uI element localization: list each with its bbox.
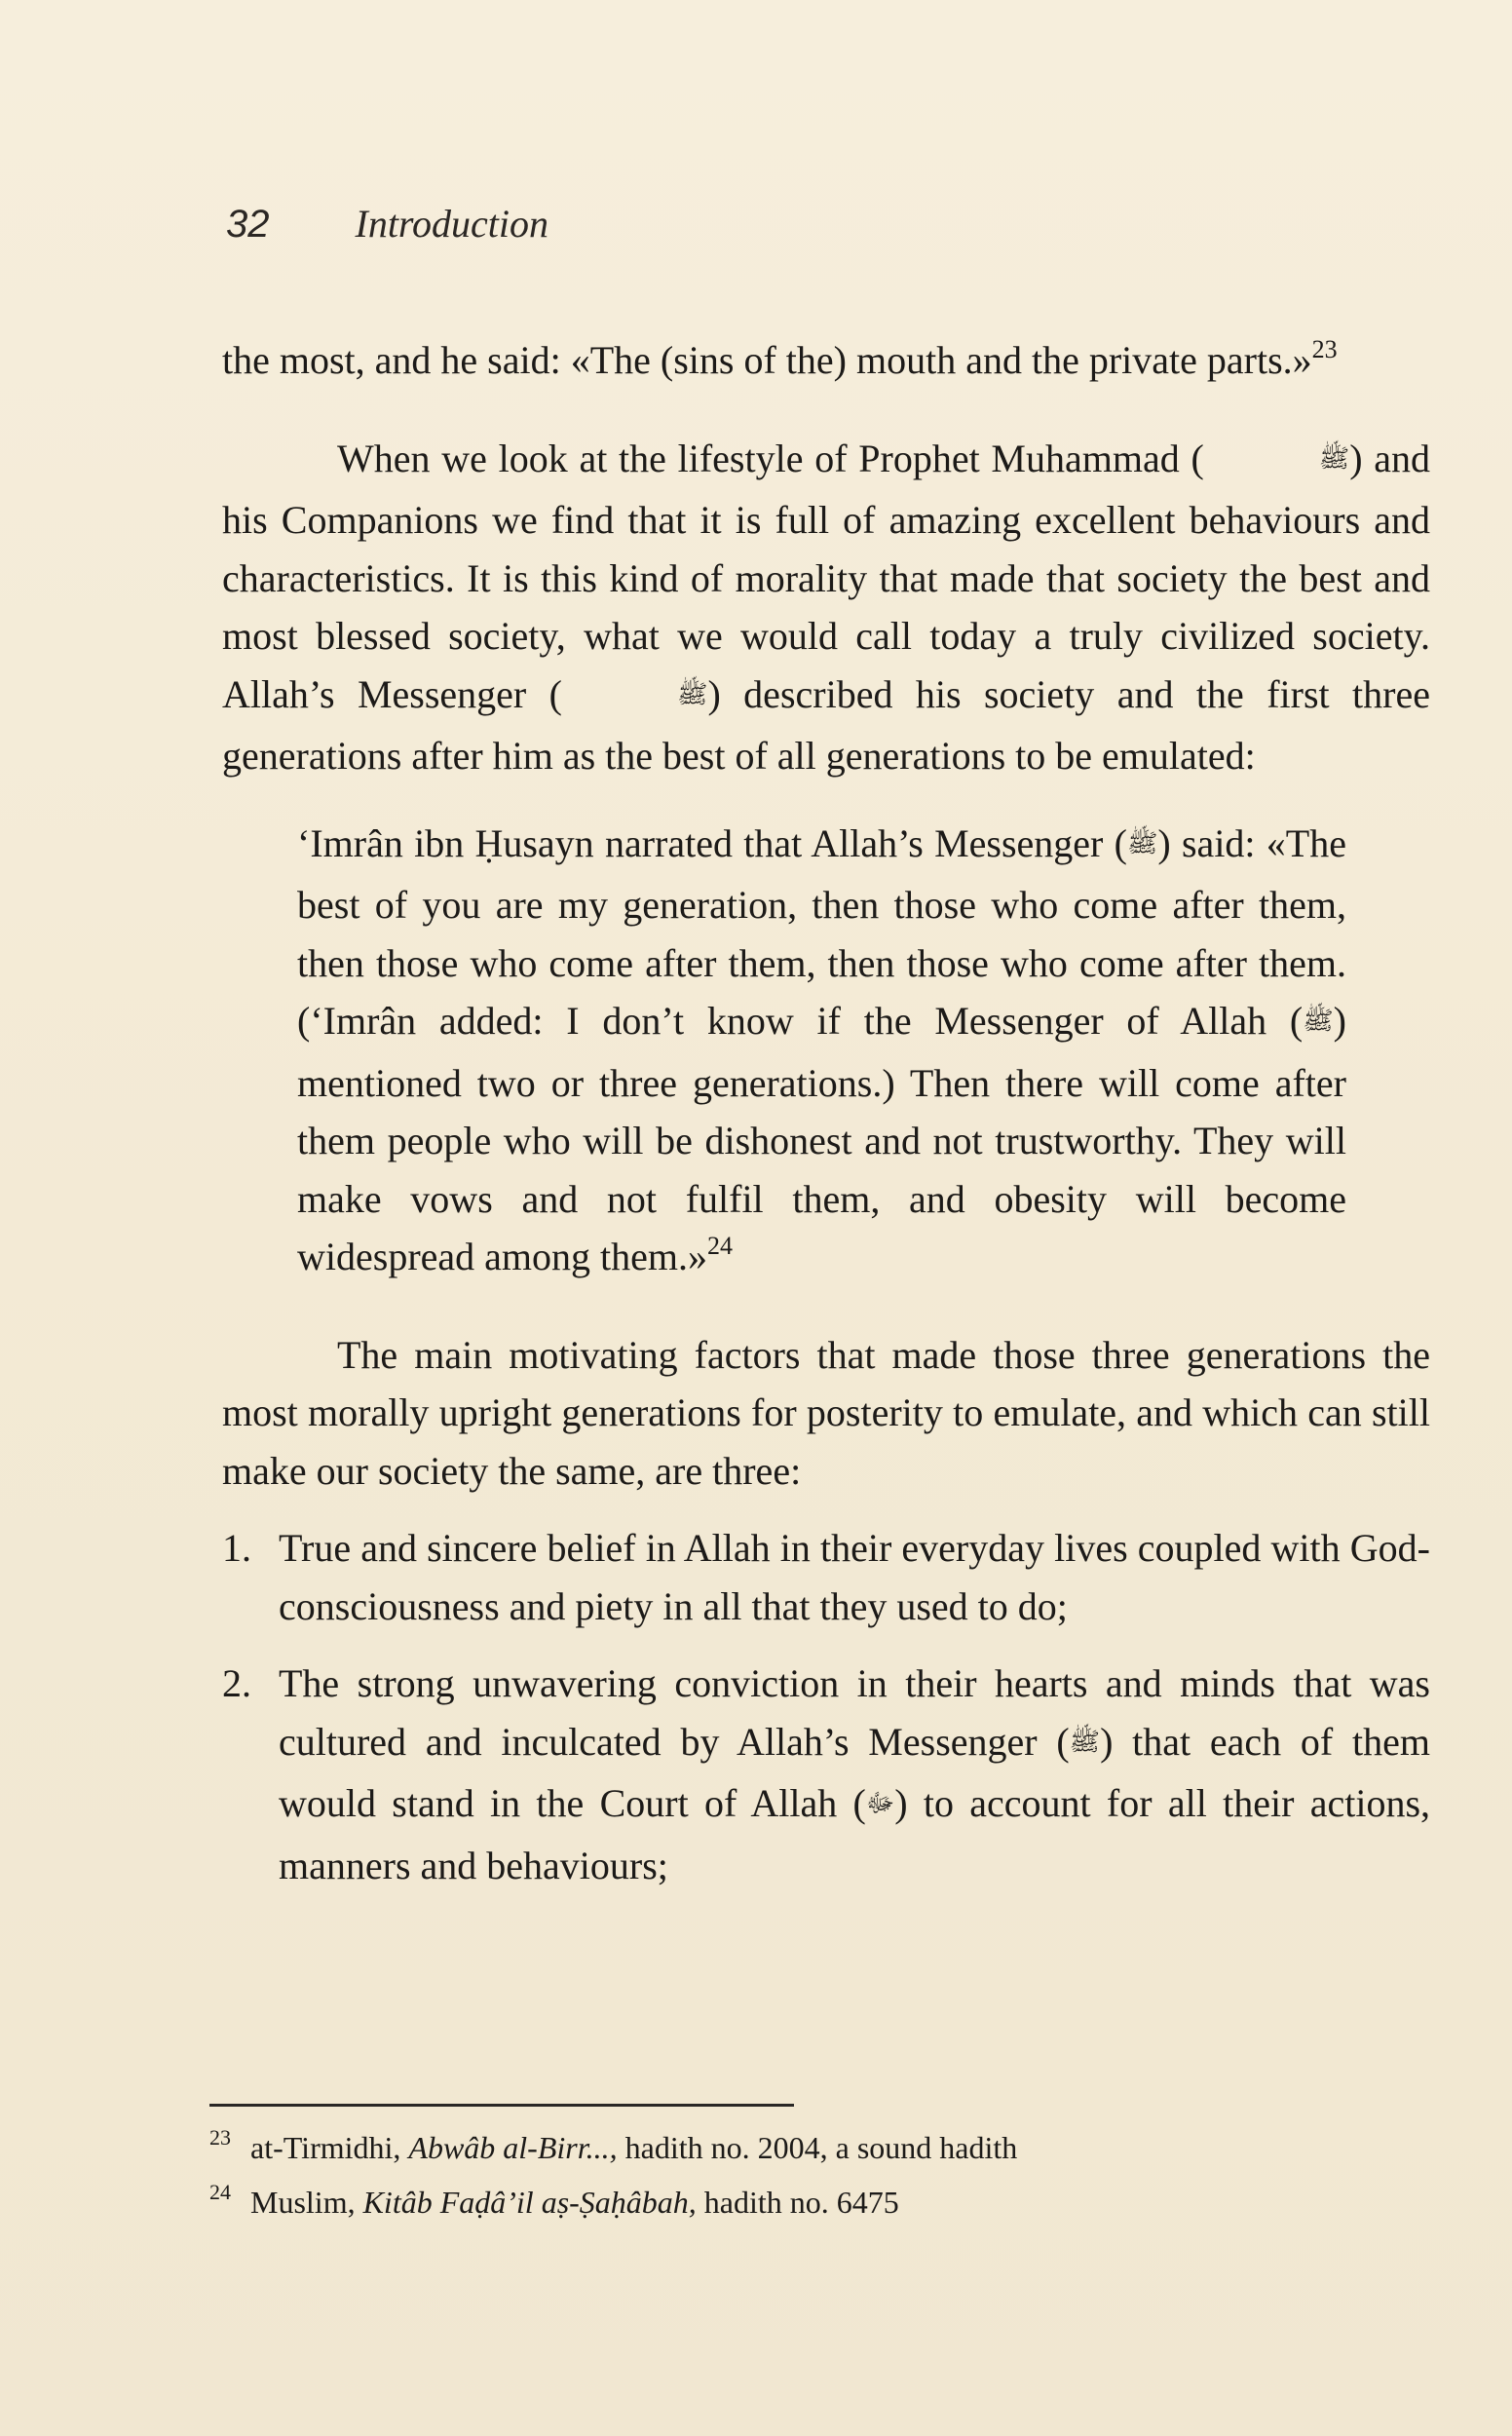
salawat-symbol: ﷺ	[677, 679, 708, 708]
paragraph-lifestyle	[222, 430, 1430, 785]
page-number: 32	[226, 203, 270, 246]
salawat-symbol: ﷺ	[1303, 1007, 1334, 1036]
footnote-ref: 24	[707, 1232, 733, 1261]
footnote-number: 23	[209, 2125, 231, 2150]
list-text-part: ) to account for all their actions, manners and behaviours;	[279, 1781, 1431, 1887]
quote-text: ‘Imrân ibn Ḥusayn narrated that Allah’s Messenger (	[297, 820, 1127, 865]
list-text-part: ) that each of them would stand in the Court of Allah (	[279, 1719, 1430, 1826]
footnote-divider	[209, 2104, 794, 2107]
list-number: 1.	[222, 1526, 251, 1571]
footnote-24	[209, 2177, 1281, 2231]
paragraph-text: When we look at the lifestyle of Prophet Muhammad (	[337, 436, 1204, 480]
quote-text: ) said: «The best of you are my generation, then those who come after them, then those who come after them, then those who come after them. (‘Imrân added: I don’t know if the Messenger of Allah (	[297, 820, 1346, 1044]
salawat-symbol: ﷺ	[1126, 828, 1158, 857]
footnote-text-part: Muslim,	[250, 2185, 363, 2220]
footnote-23	[209, 2122, 1281, 2177]
paragraph-text: the most, and he said: «The (sins of the) mouth and the private parts.»	[222, 338, 1312, 382]
footnote-source-title: Kitâb Faḍâ’il aṣ-Ṣaḥâbah,	[362, 2185, 697, 2220]
list-text: True and sincere belief in Allah in their everyday lives coupled with God-consciousness and piety in all that they used to do;	[279, 1526, 1430, 1628]
running-head	[226, 201, 548, 247]
footnote-text-part: hadith no. 6475	[696, 2185, 899, 2220]
list-text	[279, 1655, 1430, 1894]
paragraph-text: ) and his Companions we find that it is full of amazing excellent behaviours and characteristics. It is this kind of morality that made that society the best and most blessed society, what we would call today a truly civilized society. Allah’s Messenger (	[222, 436, 1431, 716]
footnote-source-title: Abwâb al-Birr...,	[408, 2130, 618, 2165]
subhanahu-symbol: ﷻ	[865, 1789, 895, 1818]
list-number: 2.	[222, 1661, 251, 1706]
list-text-part: The strong unwavering conviction in their hearts and minds that was cultured and inculcated by Allah’s Messenger (	[279, 1661, 1430, 1764]
quote-text: ) mentioned two or three generations.) Then there will come after them people who will be dishonest and not trustworthy. They will make vows and not fulfil them, and obesity will become widespread among them.»	[297, 999, 1346, 1279]
salawat-symbol: ﷺ	[1069, 1727, 1101, 1756]
footnote-number: 24	[209, 2180, 231, 2204]
paragraph-continuation	[222, 331, 1430, 395]
footnote-text-part: hadith no. 2004, a sound hadith	[617, 2130, 1018, 2165]
footnotes	[209, 2122, 1281, 2231]
footnote-text	[250, 2177, 899, 2227]
salawat-symbol: ﷺ	[1318, 443, 1350, 473]
main-text	[222, 331, 1430, 1894]
section-title: Introduction	[355, 202, 548, 246]
footnote-text	[250, 2122, 1017, 2173]
paragraph-text: ) described his society and the first three generations after him as the best of all generations to be emulated:	[222, 671, 1430, 779]
paragraph-motivating-factors	[222, 1326, 1430, 1501]
list-item	[222, 1519, 1430, 1635]
footnote-ref: 23	[1311, 335, 1338, 363]
footnote-text-part: at-Tirmidhi,	[250, 2130, 409, 2165]
list-item	[222, 1655, 1430, 1894]
hadith-quote	[297, 815, 1346, 1291]
paragraph-text: The main motivating factors that made those three generations the most morally upright generations for posterity to emulate, and which can still make our society the same, are three:	[222, 1332, 1430, 1493]
